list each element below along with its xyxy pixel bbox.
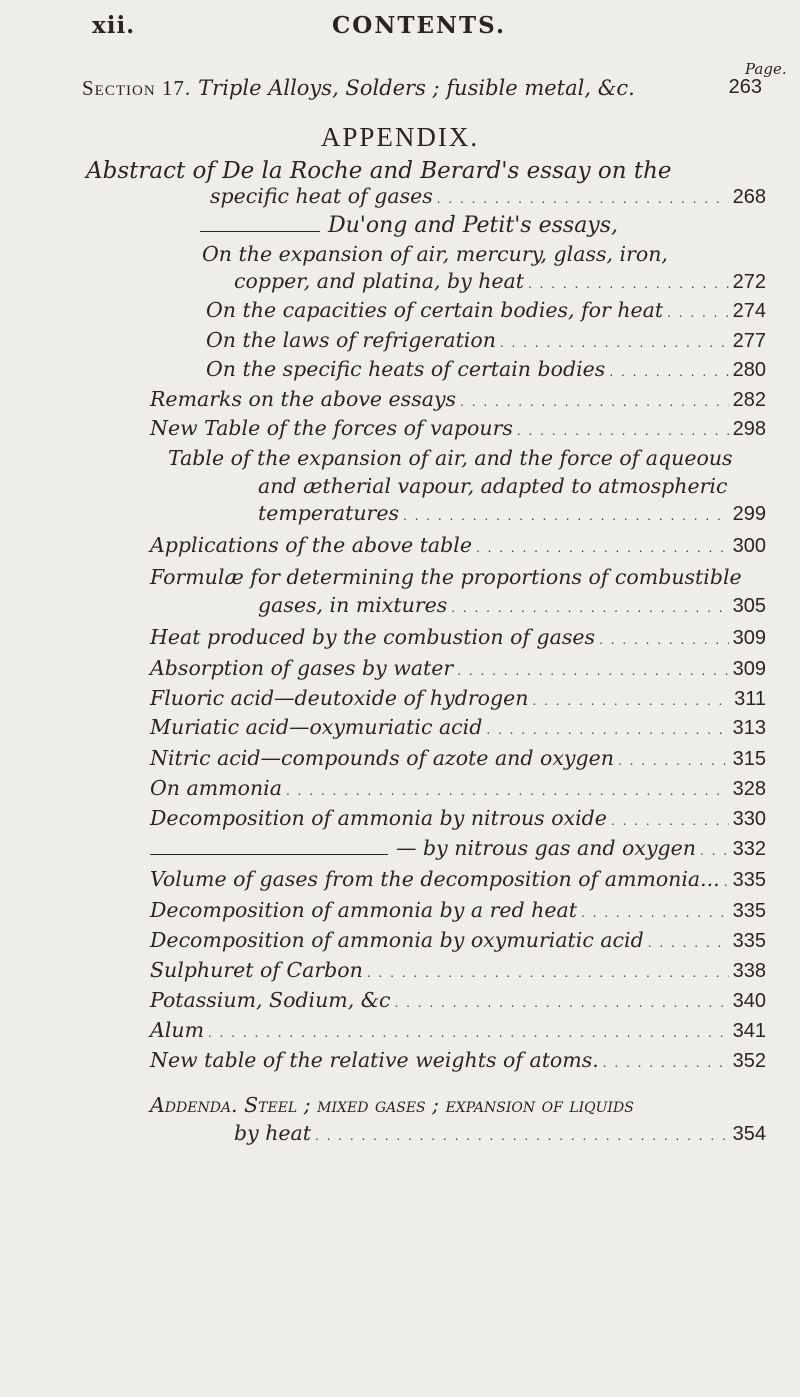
entry-page-number: 305 (732, 595, 766, 617)
page-column-label: Page. (745, 60, 787, 78)
dot-leader (696, 844, 729, 858)
entry-page-number: 299 (732, 503, 766, 525)
toc-entry (150, 1093, 766, 1123)
entry-page-number: 341 (732, 1020, 766, 1042)
toc-entry (150, 958, 766, 988)
section-label: Section 17. (82, 76, 192, 100)
entry-text: Nitric acid—compounds of azote and oxygen (150, 746, 614, 770)
toc-entry (150, 533, 766, 563)
toc-entry (150, 776, 766, 806)
running-title: CONTENTS. (332, 12, 506, 39)
entry-text: Potassium, Sodium, &c (150, 988, 391, 1012)
entry-page-number: 311 (734, 688, 766, 710)
toc-entry (258, 593, 766, 623)
toc-entry (150, 1018, 766, 1048)
entry-page-number: 309 (732, 627, 766, 649)
dot-leader (472, 541, 729, 555)
toc-entry (258, 501, 766, 531)
toc-entry (150, 656, 766, 686)
section-page-number: 263 (728, 76, 762, 98)
toc-entry (150, 565, 766, 595)
dot-leader (720, 875, 729, 889)
ditto-rule (150, 854, 388, 855)
entry-text: temperatures (258, 501, 399, 525)
dot-leader (482, 723, 728, 737)
entry-page-number: 300 (732, 535, 766, 557)
toc-entry (206, 298, 766, 328)
dot-leader (453, 664, 728, 678)
appendix-heading: APPENDIX. (320, 122, 480, 152)
dot-leader (599, 1056, 729, 1070)
entry-text: Muriatic acid—oxymuriatic acid (150, 715, 483, 739)
toc-entry (234, 1121, 766, 1151)
entry-text: Sulphuret of Carbon (150, 958, 363, 982)
dot-leader (204, 1026, 729, 1040)
entry-page-number: 335 (732, 930, 766, 952)
toc-entry (150, 746, 766, 776)
entry-page-number: 277 (732, 330, 766, 352)
entry-page-number: 268 (732, 186, 766, 208)
entry-page-number: 338 (732, 960, 766, 982)
entry-text: — by nitrous gas and oxygen (396, 836, 697, 860)
dot-leader (577, 906, 729, 920)
entry-text: Remarks on the above essays (150, 387, 457, 411)
toc-entry (206, 357, 766, 387)
entry-text: Addenda. Steel ; mixed gases ; expansion of liquids (150, 1093, 634, 1117)
entry-text: On the laws of refrigeration (206, 328, 496, 352)
entry-text: by heat (234, 1121, 312, 1145)
dot-leader (399, 509, 729, 523)
entry-page-number: 328 (732, 778, 766, 800)
toc-entry (150, 806, 766, 836)
dot-leader (363, 966, 729, 980)
entry-page-number: 354 (732, 1123, 766, 1145)
entry-text: Decomposition of ammonia by a red heat (150, 898, 577, 922)
dot-leader (605, 365, 728, 379)
entry-page-number: 352 (732, 1050, 766, 1072)
entry-text: New table of the relative weights of atoms. (150, 1048, 599, 1072)
toc-entry (150, 416, 766, 446)
entry-text: On the capacities of certain bodies, for heat (206, 298, 664, 322)
entry-text: New Table of the forces of vapours (150, 416, 513, 440)
dot-leader (496, 336, 729, 350)
entry-page-number: 313 (732, 717, 766, 739)
entry-text: Alum (150, 1018, 205, 1042)
entry-text: On ammonia (150, 776, 282, 800)
entry-page-number: 274 (732, 300, 766, 322)
entry-text: Decomposition of ammonia by oxymuriatic acid (150, 928, 644, 952)
dot-leader (595, 633, 729, 647)
dot-leader (663, 306, 728, 320)
entry-page-number: 309 (732, 658, 766, 680)
toc-entry (150, 1048, 766, 1078)
toc-entry (200, 213, 760, 243)
dot-leader (614, 754, 729, 768)
entry-text: Heat produced by the combustion of gases (150, 625, 596, 649)
entry-page-number: 298 (732, 418, 766, 440)
toc-entry (210, 184, 766, 214)
entry-page-number: 330 (732, 808, 766, 830)
entry-text: gases, in mixtures (258, 593, 448, 617)
entry-text: On the specific heats of certain bodies (206, 357, 606, 381)
entry-text: Applications of the above table (150, 533, 472, 557)
toc-entry (150, 898, 766, 928)
dot-leader (433, 192, 729, 206)
dot-leader (607, 814, 729, 828)
section-title: Triple Alloys, Solders ; fusible metal, &c. (198, 76, 635, 100)
dot-leader (528, 694, 730, 708)
toc-entry (150, 928, 766, 958)
dot-leader (644, 936, 729, 950)
toc-entry (150, 387, 766, 417)
dot-leader (311, 1129, 729, 1143)
entry-page-number: 272 (732, 271, 766, 293)
entry-text: and ætherial vapour, adapted to atmospheric (258, 474, 728, 498)
entry-page-number: 315 (732, 748, 766, 770)
dot-leader (456, 395, 729, 409)
entry-page-number: 335 (732, 900, 766, 922)
entry-text: Du'ong and Petit's essays, (328, 213, 619, 238)
entry-text: copper, and platina, by heat (234, 269, 525, 293)
toc-entry (150, 988, 766, 1018)
entry-text: Table of the expansion of air, and the force of aqueous (168, 446, 733, 470)
entry-text: Volume of gases from the decomposition of ammonia... (150, 867, 720, 891)
dot-leader (513, 424, 729, 438)
entry-text: Fluoric acid—deutoxide of hydrogen (150, 686, 529, 710)
toc-entry (150, 625, 766, 655)
dot-leader (447, 601, 728, 615)
toc-entry (150, 867, 766, 897)
dot-leader (282, 784, 729, 798)
toc-entry (150, 715, 766, 745)
entry-text: Absorption of gases by water (150, 656, 454, 680)
entry-page-number: 282 (732, 389, 766, 411)
entry-text: On the expansion of air, mercury, glass, iron, (202, 242, 668, 266)
entry-page-number: 280 (732, 359, 766, 381)
entry-text: Abstract of De la Roche and Berard's essay on the (86, 158, 672, 184)
toc-entry (150, 686, 766, 716)
ditto-rule (200, 231, 320, 232)
toc-entry (206, 328, 766, 358)
entry-text: Formulæ for determining the proportions of combustible (150, 565, 742, 589)
entry-page-number: 335 (732, 869, 766, 891)
dot-leader (391, 996, 729, 1010)
toc-entry (150, 836, 766, 866)
entry-text: Decomposition of ammonia by nitrous oxide (150, 806, 607, 830)
entry-page-number: 340 (732, 990, 766, 1012)
folio: xii. (92, 12, 136, 39)
dot-leader (524, 277, 729, 291)
toc-entry (234, 269, 766, 299)
toc-entry (202, 242, 762, 272)
entry-page-number: 332 (732, 838, 766, 860)
entry-text: specific heat of gases (210, 184, 433, 208)
toc-entry (258, 474, 766, 504)
toc-entry (168, 446, 766, 476)
